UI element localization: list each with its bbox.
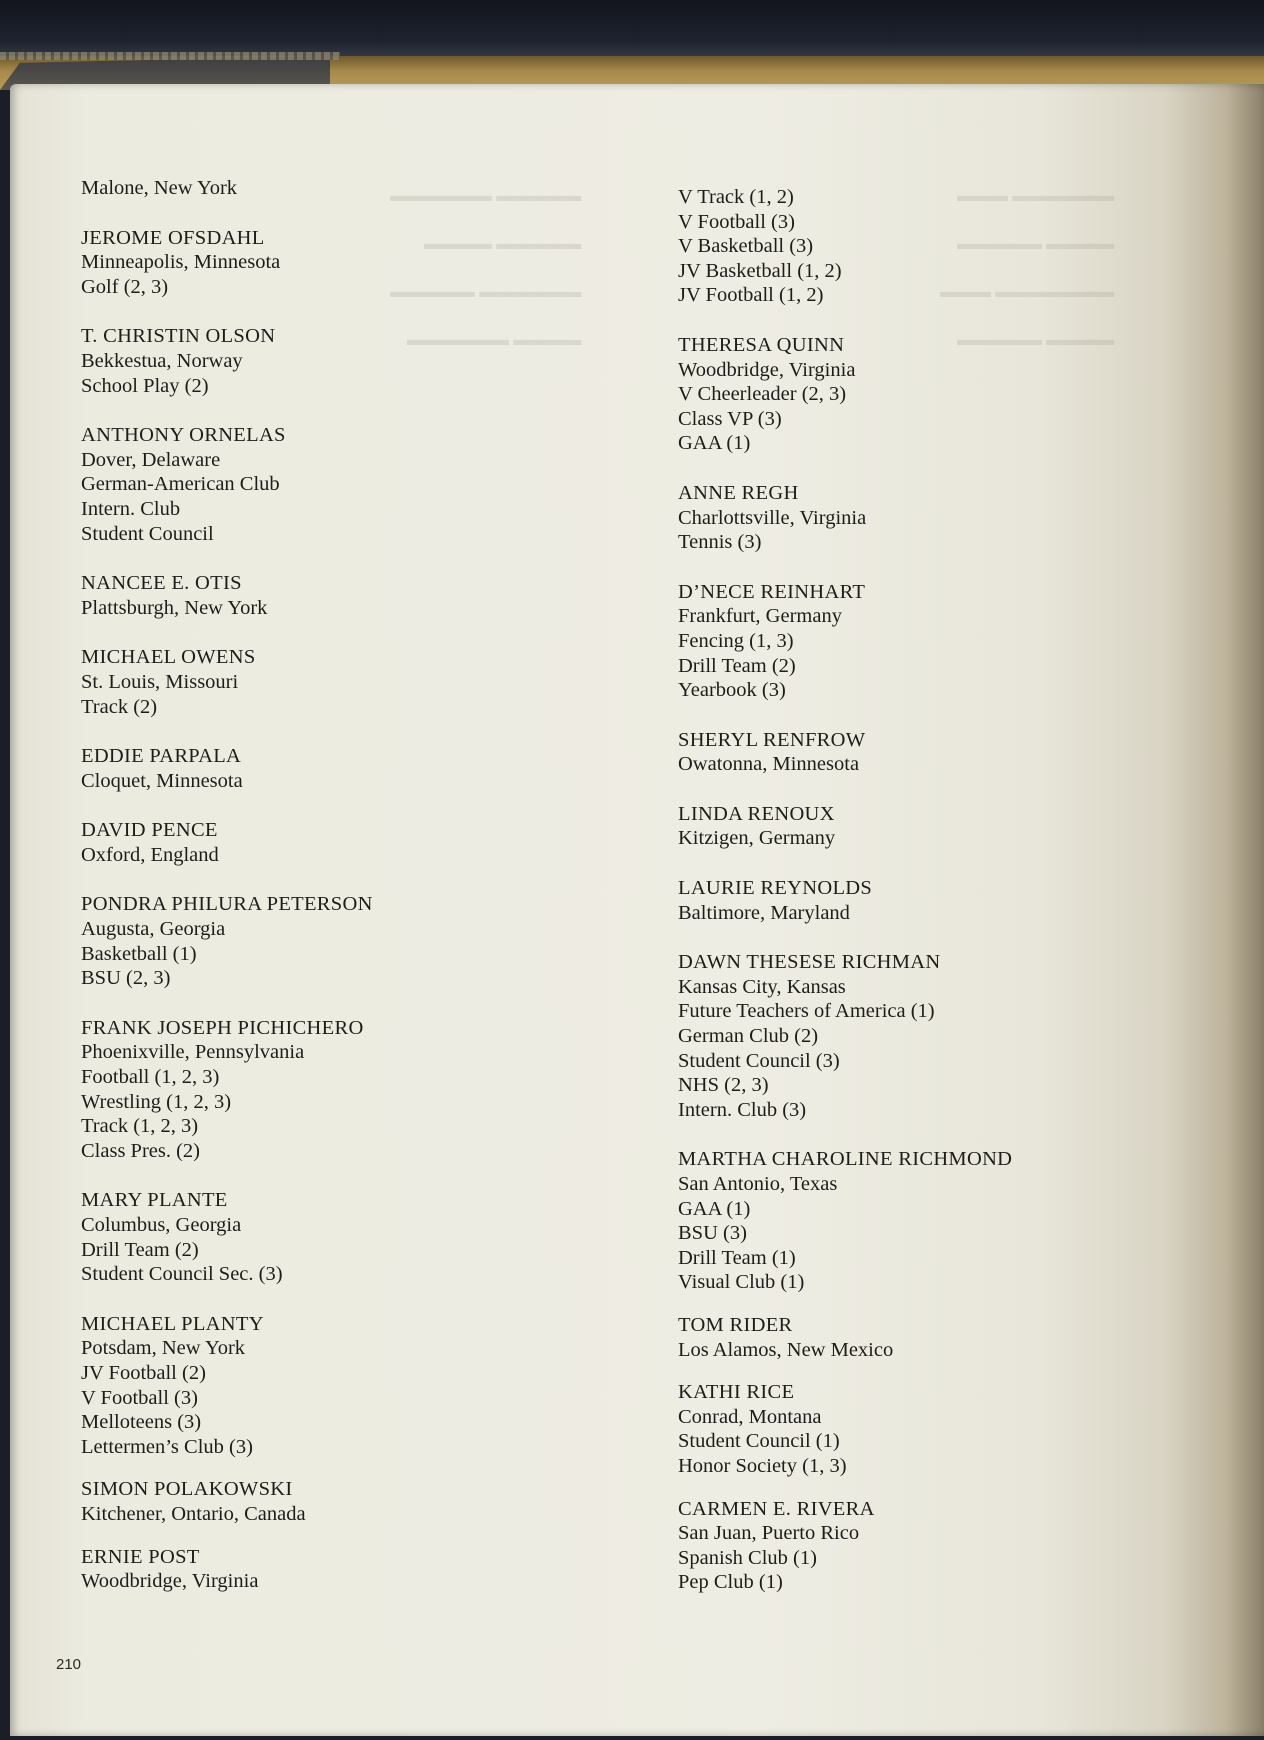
- student-name: DAVID PENCE: [81, 819, 218, 842]
- student-activity: GAA (1): [678, 1197, 751, 1220]
- student-hometown: Cloquet, Minnesota: [81, 769, 243, 792]
- student-entry: [678, 876, 1178, 925]
- student-activity: Melloteens (3): [81, 1411, 202, 1434]
- student-activity: Pep Club (1): [678, 1571, 783, 1594]
- student-activity: GAA (1): [678, 432, 751, 455]
- student-entry: [81, 1312, 601, 1460]
- student-activity: JV Basketball (1, 2): [678, 259, 842, 282]
- student-activity: BSU (2, 3): [81, 967, 171, 990]
- student-entry: [678, 580, 1178, 703]
- student-entry: [678, 1380, 1178, 1478]
- student-activity: Lettermen’s Club (3): [81, 1435, 253, 1458]
- student-entry: [81, 423, 601, 546]
- student-name: ANTHONY ORNELAS: [81, 424, 286, 447]
- student-activity: German Club (2): [678, 1025, 819, 1048]
- student-entry: [81, 1545, 601, 1594]
- student-activity: Class VP (3): [678, 407, 782, 430]
- student-hometown: Plattsburgh, New York: [81, 596, 268, 619]
- student-entry: [81, 571, 601, 620]
- student-hometown: Minneapolis, Minnesota: [81, 251, 281, 274]
- student-entry: [81, 744, 601, 793]
- scan-background: [0, 0, 1264, 60]
- student-activity: Student Council (1): [678, 1430, 840, 1453]
- student-activity: Golf (2, 3): [81, 275, 169, 298]
- student-entry: [81, 645, 601, 719]
- student-entry: [678, 802, 1178, 851]
- student-hometown: Owatonna, Minnesota: [678, 753, 860, 776]
- page-number: 210: [56, 1656, 82, 1673]
- student-entry: [81, 818, 601, 867]
- student-activity: Student Council Sec. (3): [81, 1263, 283, 1286]
- student-name: MARY PLANTE: [81, 1189, 228, 1212]
- student-hometown: San Antonio, Texas: [678, 1173, 838, 1195]
- student-activity: V Football (3): [81, 1386, 198, 1409]
- student-hometown: Woodbridge, Virginia: [678, 358, 856, 381]
- student-hometown: Oxford, England: [81, 843, 219, 866]
- student-entry: [678, 950, 1178, 1122]
- student-activity: Track (1, 2, 3): [81, 1115, 199, 1138]
- student-hometown: Woodbridge, Virginia: [81, 1570, 259, 1593]
- student-entry: [678, 333, 1178, 456]
- student-activity: Drill Team (2): [81, 1238, 199, 1261]
- student-activity: German-American Club: [81, 473, 280, 496]
- student-name: ANNE REGH: [678, 481, 799, 504]
- student-activity: Future Teachers of America (1): [678, 1000, 935, 1023]
- student-name: SHERYL RENFROW: [678, 728, 866, 751]
- student-hometown: Kitzigen, Germany: [678, 827, 836, 850]
- student-activity: Drill Team (2): [678, 654, 796, 677]
- student-hometown: Baltimore, Maryland: [678, 901, 850, 924]
- student-name: SIMON POLAKOWSKI: [81, 1478, 293, 1501]
- student-activity: Yearbook (3): [678, 679, 786, 702]
- student-name: D’NECE REINHART: [678, 580, 866, 603]
- student-activity: NHS (2, 3): [678, 1074, 769, 1097]
- student-activity: Football (1, 2, 3): [81, 1066, 220, 1089]
- student-activity: V Track (1, 2): [678, 186, 794, 208]
- student-activity: V Football (3): [678, 210, 795, 233]
- left-column: [81, 176, 601, 1594]
- student-activity: Malone, New York: [81, 177, 238, 199]
- student-hometown: Conrad, Montana: [678, 1405, 822, 1428]
- student-name: MICHAEL OWENS: [81, 646, 256, 669]
- binding-edge: [0, 52, 340, 60]
- student-activity: Drill Team (1): [678, 1246, 796, 1269]
- student-hometown: Columbus, Georgia: [81, 1214, 242, 1236]
- student-hometown: Los Alamos, New Mexico: [678, 1338, 894, 1361]
- student-name: PONDRA PHILURA PETERSON: [81, 893, 373, 916]
- student-hometown: Dover, Delaware: [81, 448, 221, 471]
- student-hometown: St. Louis, Missouri: [81, 670, 239, 693]
- student-activity: Fencing (1, 3): [678, 629, 794, 652]
- student-name: LINDA RENOUX: [678, 802, 835, 825]
- student-entry: [81, 1477, 601, 1526]
- student-name: DAWN THESESE RICHMAN: [678, 951, 941, 974]
- student-activity: Basketball (1): [81, 942, 197, 965]
- student-name: T. CHRISTIN OLSON: [81, 325, 276, 348]
- student-name: THERESA QUINN: [678, 333, 845, 356]
- student-entry: [678, 1313, 1178, 1362]
- student-entry: [678, 728, 1178, 777]
- student-activity: Class Pres. (2): [81, 1139, 201, 1162]
- student-entry: [678, 481, 1178, 555]
- student-entry: [678, 1147, 1178, 1295]
- bleed-through-text: ▬▬▬▬▬ ▬▬▬▬▬▬ ▬▬▬▬▬ ▬▬▬▬ ▬▬▬▬▬▬ ▬▬▬▬▬ ▬▬▬▬ ▬▬▬▬▬▬: [390, 186, 582, 349]
- student-name: KATHI RICE: [678, 1381, 795, 1404]
- student-hometown: Augusta, Georgia: [81, 918, 226, 941]
- student-entry: [81, 1016, 601, 1164]
- student-name: FRANK JOSEPH PICHICHERO: [81, 1016, 364, 1039]
- student-entry: [81, 176, 601, 201]
- student-activity: Visual Club (1): [678, 1271, 805, 1294]
- student-activity: Intern. Club (3): [678, 1098, 807, 1121]
- student-name: JEROME OFSDAHL: [81, 226, 265, 249]
- student-entry: [81, 1188, 601, 1286]
- student-name: LAURIE REYNOLDS: [678, 877, 873, 900]
- student-activity: Intern. Club: [81, 497, 181, 520]
- student-activity: BSU (3): [678, 1222, 747, 1245]
- student-hometown: Charlottsville, Virginia: [678, 506, 867, 529]
- student-name: TOM RIDER: [678, 1313, 793, 1336]
- student-name: NANCEE E. OTIS: [81, 572, 242, 595]
- student-entry: [81, 324, 601, 398]
- student-activity: School Play (2): [81, 374, 209, 397]
- student-entry: [678, 1497, 1178, 1595]
- student-activity: Honor Society (1, 3): [678, 1454, 847, 1477]
- student-activity: Student Council (3): [678, 1049, 840, 1072]
- student-hometown: San Juan, Puerto Rico: [678, 1522, 860, 1545]
- student-entry: [81, 892, 601, 990]
- student-activity: V Cheerleader (2, 3): [678, 383, 847, 406]
- student-activity: JV Football (2): [81, 1361, 206, 1384]
- student-hometown: Kitchener, Ontario, Canada: [81, 1502, 306, 1525]
- student-name: CARMEN E. RIVERA: [678, 1497, 875, 1520]
- student-name: ERNIE POST: [81, 1545, 200, 1568]
- student-activity: Track (2): [81, 695, 158, 718]
- student-hometown: Potsdam, New York: [81, 1337, 246, 1360]
- student-activity: V Basketball (3): [678, 235, 814, 258]
- student-hometown: Phoenixville, Pennsylvania: [81, 1041, 305, 1064]
- student-activity: Spanish Club (1): [678, 1546, 817, 1569]
- student-hometown: Bekkestua, Norway: [81, 349, 243, 372]
- right-column: [678, 185, 1178, 1595]
- student-hometown: Kansas City, Kansas: [678, 975, 846, 998]
- student-entry: [678, 185, 1178, 308]
- student-name: MICHAEL PLANTY: [81, 1312, 264, 1335]
- student-entry: [81, 226, 601, 300]
- student-hometown: Frankfurt, Germany: [678, 605, 842, 628]
- bleed-through-text: ▬▬▬▬▬▬ ▬▬▬ ▬▬▬▬ ▬▬▬▬▬ ▬▬▬▬▬▬▬ ▬▬▬ ▬▬▬▬ ▬▬▬▬▬: [940, 186, 1115, 349]
- student-activity: JV Football (1, 2): [678, 284, 824, 307]
- student-activity: Student Council: [81, 522, 214, 545]
- student-activity: Tennis (3): [678, 531, 762, 554]
- student-name: MARTHA CHAROLINE RICHMOND: [678, 1148, 1013, 1171]
- student-activity: Wrestling (1, 2, 3): [81, 1090, 232, 1113]
- student-name: EDDIE PARPALA: [81, 745, 242, 768]
